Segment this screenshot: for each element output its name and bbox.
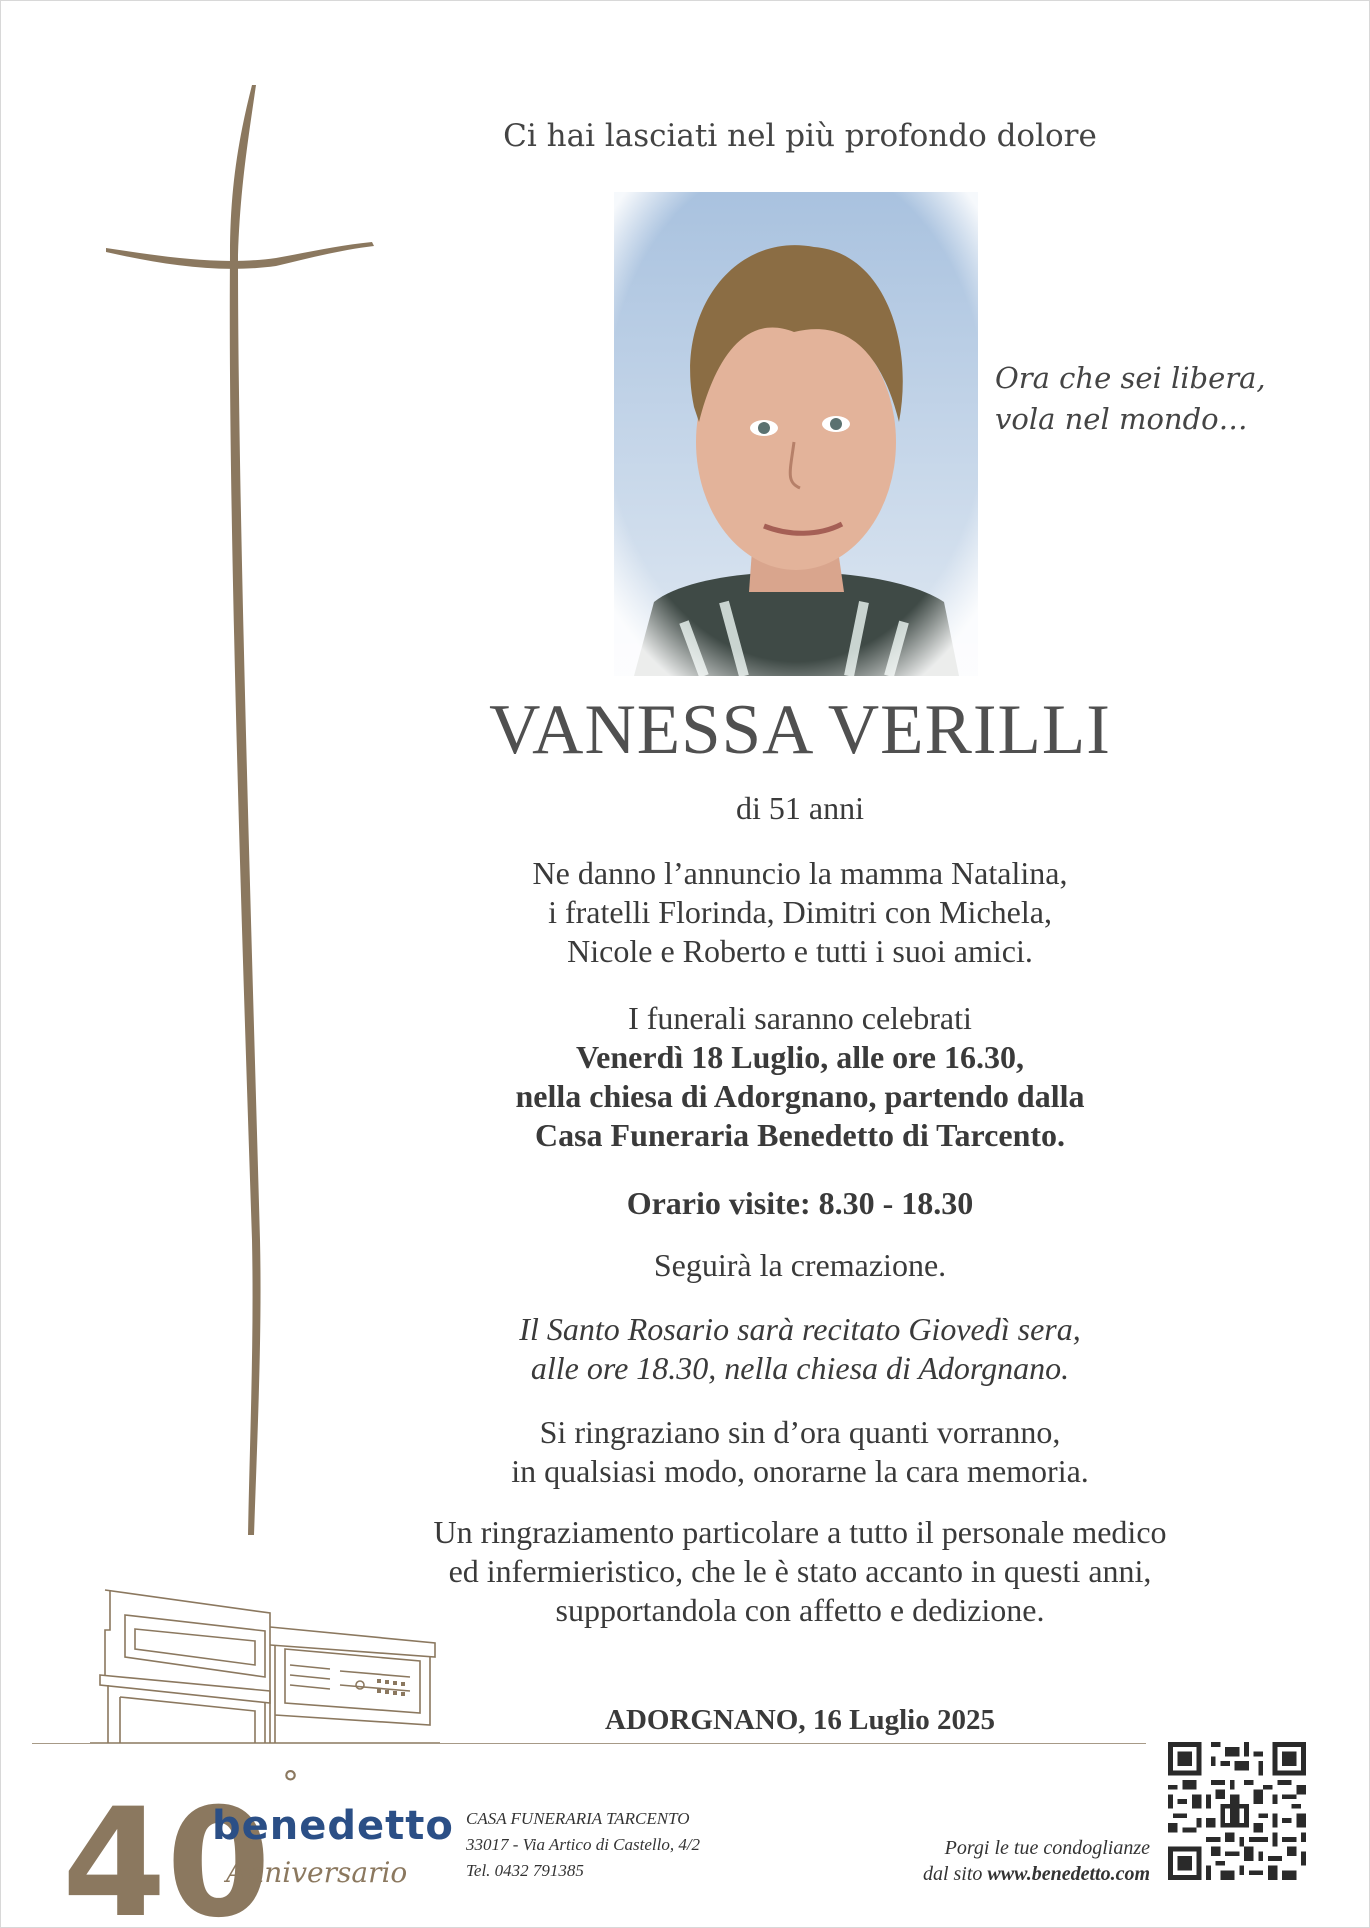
heading: Ci hai lasciati nel più profondo dolore xyxy=(503,118,1097,154)
contact-line: Tel. 0432 791385 xyxy=(466,1861,584,1880)
quote xyxy=(995,358,1295,440)
cremation-note: Seguirà la cremazione. xyxy=(653,1247,947,1283)
quote-line: Ora che sei libera, xyxy=(995,361,1266,395)
deceased-name: VANESSA VERILLI xyxy=(489,691,1111,769)
funeral-detail: Venerdì 18 Luglio, alle ore 16.30, xyxy=(576,1039,1024,1075)
funeral-detail: nella chiesa di Adorgnano, partendo dalla xyxy=(515,1078,1085,1114)
announcement-line: i fratelli Florinda, Dimitri con Michela, xyxy=(548,894,1052,930)
quote-line: vola nel mondo… xyxy=(995,402,1248,436)
condolences-line xyxy=(860,1861,1150,1887)
footer-divider xyxy=(32,1743,1146,1744)
condolences-prefix: dal sito xyxy=(922,1863,988,1885)
brand-name: benedetto xyxy=(212,1803,454,1849)
place-date: ADORGNANO, 16 Luglio 2025 xyxy=(605,1704,995,1736)
contact-line: 33017 - Via Artico di Castello, 4/2 xyxy=(466,1835,701,1854)
deceased-age: di 51 anni xyxy=(736,790,864,826)
building-illustration xyxy=(90,1585,440,1745)
special-thanks-line: ed infermieristico, che le è stato accanto in questi anni, xyxy=(448,1553,1152,1589)
announcement-line: Ne danno l’annuncio la mamma Natalina, xyxy=(532,855,1068,891)
special-thanks xyxy=(370,1513,1230,1630)
contact-info xyxy=(466,1806,700,1884)
rosary-info xyxy=(380,1310,1220,1388)
anniversary-text: Anniversario xyxy=(226,1856,408,1889)
condolences-line: Porgi le tue condoglianze xyxy=(944,1837,1150,1859)
rosary-line: Il Santo Rosario sarà recitato Giovedì sera, xyxy=(519,1311,1081,1347)
cross-icon xyxy=(100,80,380,1540)
special-thanks-line: supportandola con affetto e dedizione. xyxy=(555,1592,1045,1628)
special-thanks-line: Un ringraziamento particolare a tutto il personale medico xyxy=(433,1514,1167,1550)
rosary-line: alle ore 18.30, nella chiesa di Adorgnano. xyxy=(530,1350,1070,1386)
website-link[interactable]: www.benedetto.com xyxy=(987,1863,1150,1885)
logo-number: 40 xyxy=(62,1777,271,1925)
announcement-line: Nicole e Roberto e tutti i suoi amici. xyxy=(567,933,1033,969)
portrait-photo xyxy=(614,192,978,676)
condolences-note xyxy=(860,1835,1150,1887)
thanks xyxy=(380,1413,1220,1491)
contact-line: CASA FUNERARIA TARCENTO xyxy=(466,1809,690,1828)
thanks-line: Si ringraziano sin d’ora quanti vorranno, xyxy=(539,1414,1061,1450)
announcement xyxy=(380,854,1220,971)
qr-code[interactable] xyxy=(1168,1742,1306,1880)
logo-degree: ° xyxy=(282,1764,299,1804)
funeral-detail: Casa Funeraria Benedetto di Tarcento. xyxy=(534,1117,1066,1153)
visiting-hours: Orario visite: 8.30 - 18.30 xyxy=(626,1185,974,1221)
funeral-info xyxy=(380,999,1220,1155)
thanks-line: in qualsiasi modo, onorarne la cara memoria. xyxy=(511,1453,1089,1489)
funeral-intro: I funerali saranno celebrati xyxy=(628,1000,972,1036)
